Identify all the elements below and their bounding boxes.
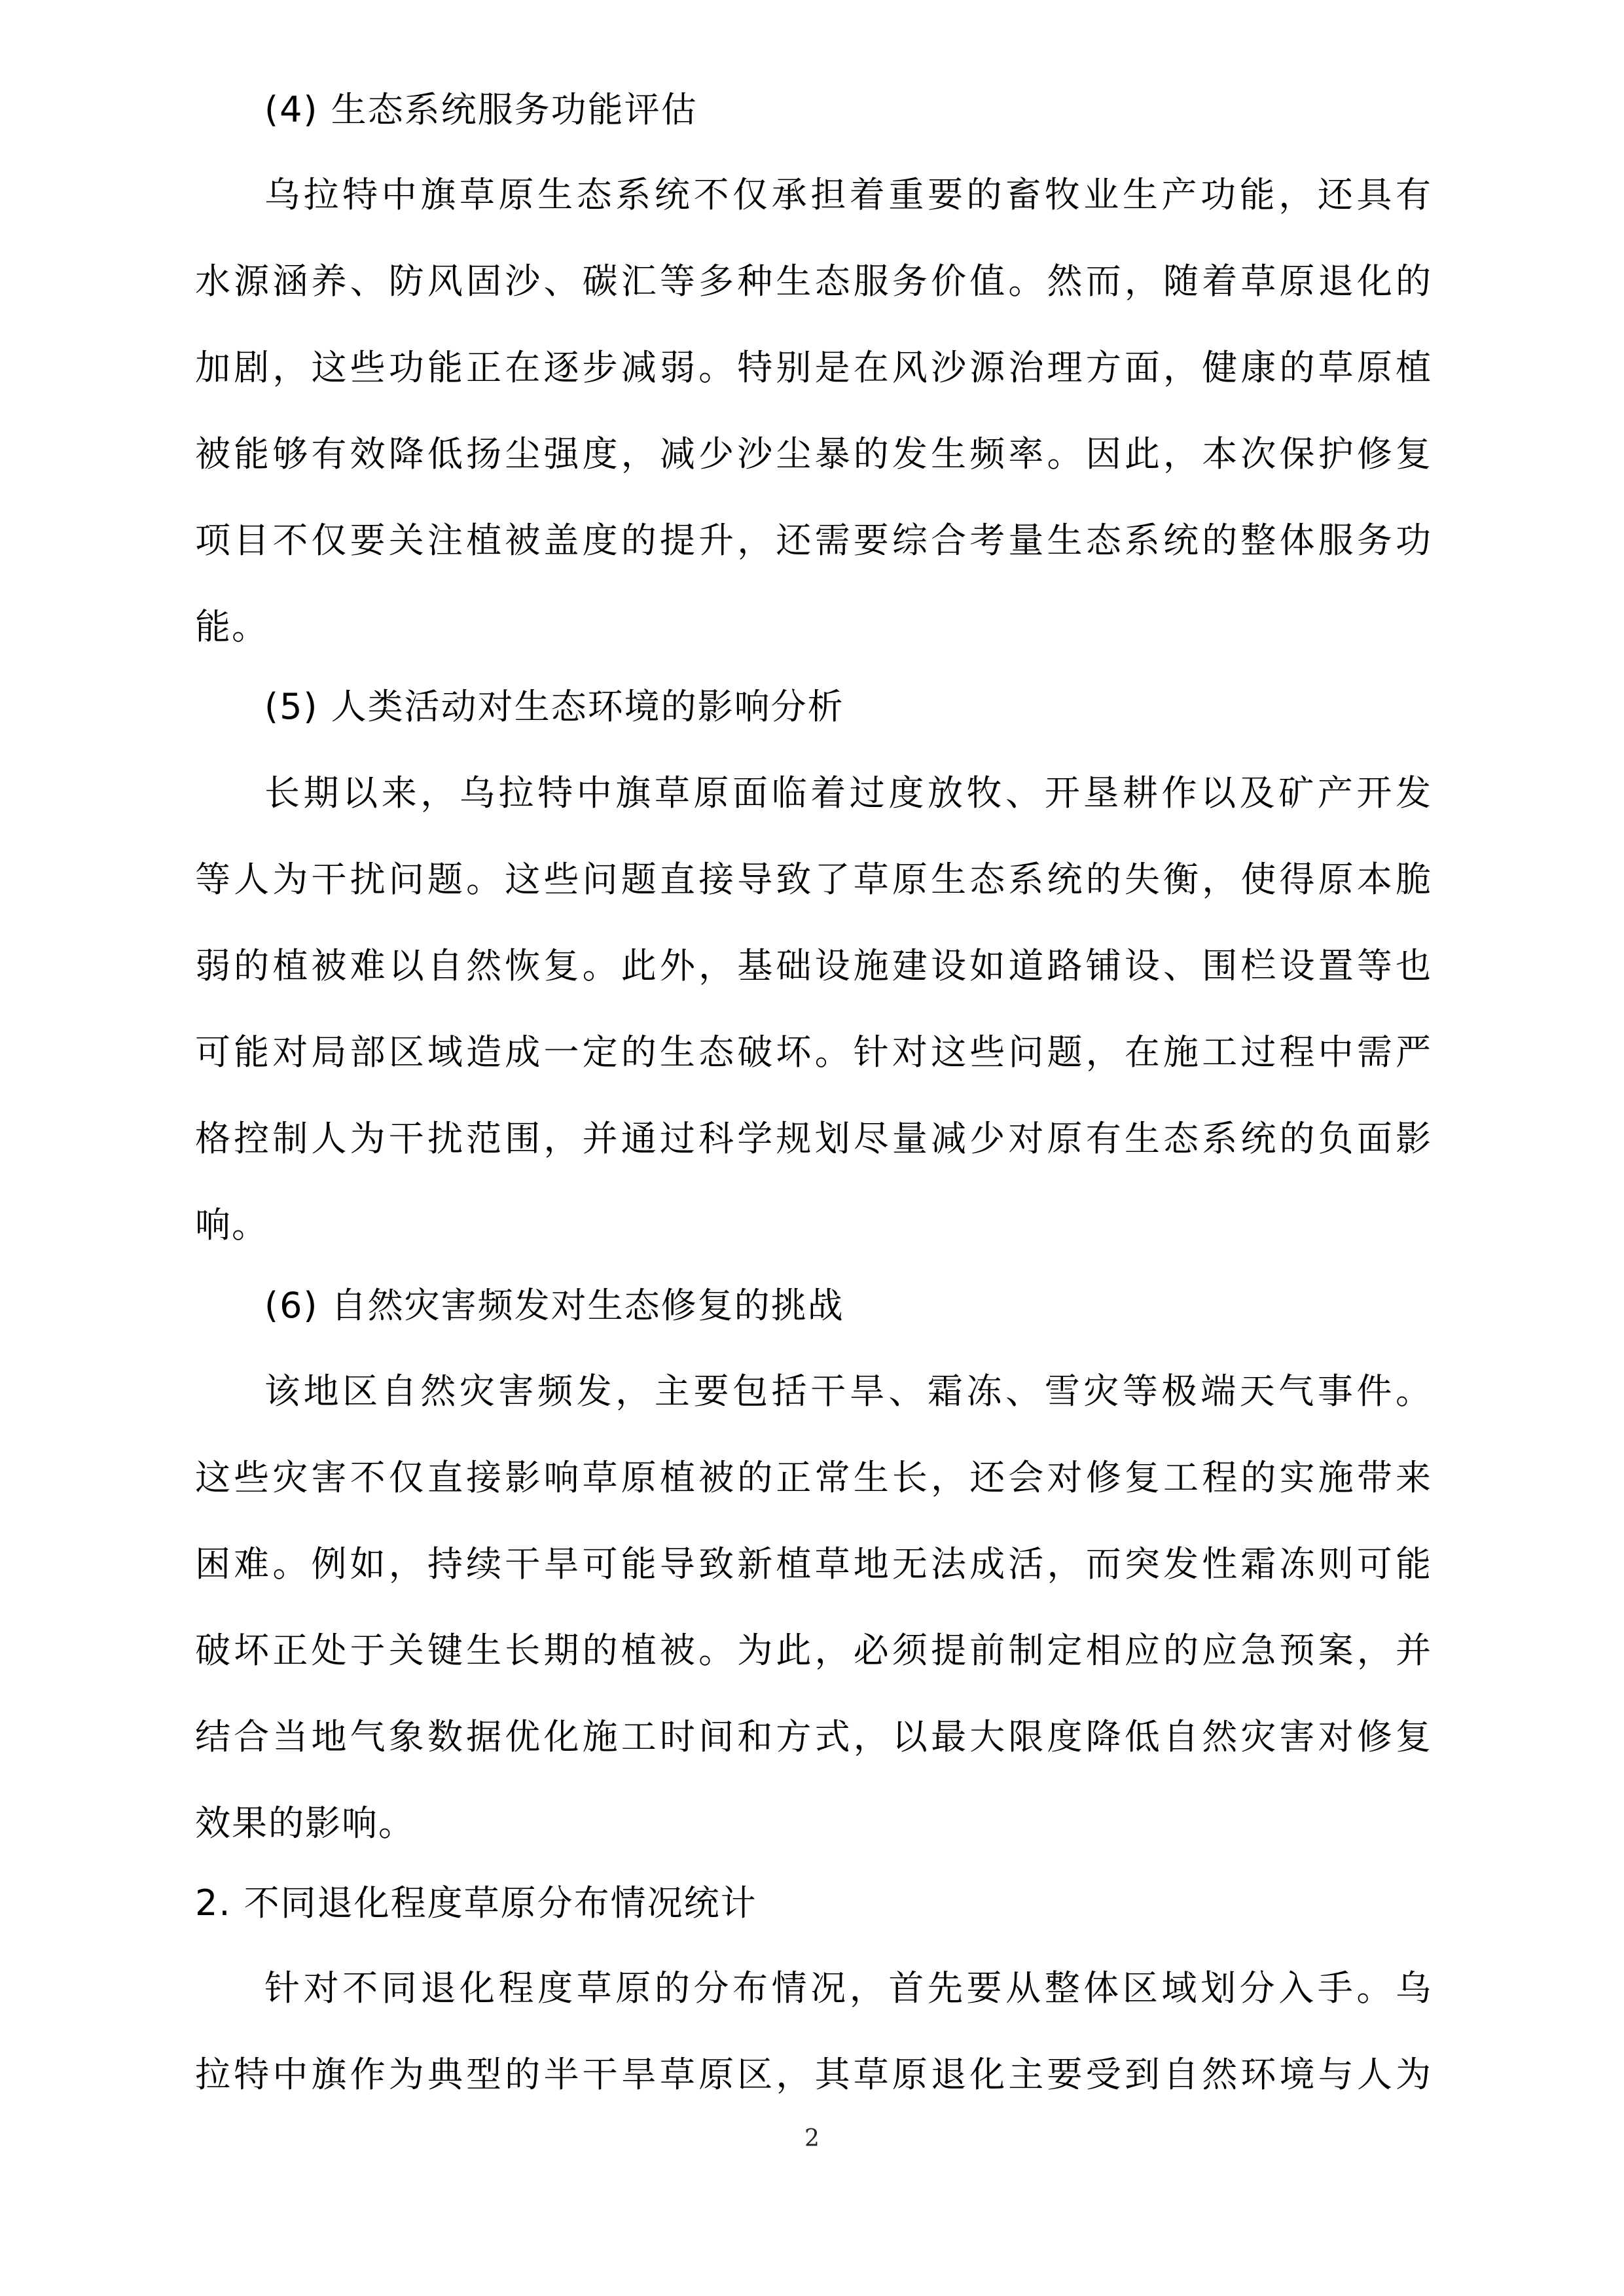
paragraph-line: 结合当地气象数据优化施工时间和方式，以最大限度降低自然灾害对修复 xyxy=(195,1716,1432,1757)
section-heading-6: (6) 自然灾害频发对生态修复的挑战 xyxy=(264,1285,844,1326)
paragraph-line: 响。 xyxy=(195,1204,268,1246)
paragraph-line: 能。 xyxy=(195,606,268,647)
paragraph-line: 该地区自然灾害频发，主要包括干旱、霜冻、雪灾等极端天气事件。 xyxy=(264,1371,1432,1412)
paragraph-line: 被能够有效降低扬尘强度，减少沙尘暴的发生频率。因此，本次保护修复 xyxy=(195,433,1432,475)
paragraph-line: 乌拉特中旗草原生态系统不仅承担着重要的畜牧业生产功能，还具有 xyxy=(264,174,1432,215)
paragraph-line: 破坏正处于关键生长期的植被。为此，必须提前制定相应的应急预案，并 xyxy=(195,1630,1432,1671)
paragraph-line: 这些灾害不仅直接影响草原植被的正常生长，还会对修复工程的实施带来 xyxy=(195,1457,1432,1498)
paragraph-line: 水源涵养、防风固沙、碳汇等多种生态服务价值。然而，随着草原退化的 xyxy=(195,260,1432,302)
paragraph-line: 拉特中旗作为典型的半干旱草原区，其草原退化主要受到自然环境与人为 xyxy=(195,2054,1432,2095)
paragraph-line: 等人为干扰问题。这些问题直接导致了草原生态系统的失衡，使得原本脆 xyxy=(195,859,1432,900)
section-heading-2: 2. 不同退化程度草原分布情况统计 xyxy=(195,1882,757,1924)
section-heading-4: (4) 生态系统服务功能评估 xyxy=(264,89,698,130)
paragraph-line: 效果的影响。 xyxy=(195,1803,415,1844)
page-number: 2 xyxy=(804,2125,820,2152)
paragraph-line: 困难。例如，持续干旱可能导致新植草地无法成活，而突发性霜冻则可能 xyxy=(195,1543,1432,1585)
paragraph-line: 弱的植被难以自然恢复。此外，基础设施建设如道路铺设、围栏设置等也 xyxy=(195,945,1432,986)
paragraph-line: 格控制人为干扰范围，并通过科学规划尽量减少对原有生态系统的负面影 xyxy=(195,1118,1432,1159)
paragraph-line: 长期以来，乌拉特中旗草原面临着过度放牧、开垦耕作以及矿产开发 xyxy=(264,772,1432,814)
paragraph-line: 可能对局部区域造成一定的生态破坏。针对这些问题，在施工过程中需严 xyxy=(195,1031,1432,1073)
paragraph-line: 加剧，这些功能正在逐步减弱。特别是在风沙源治理方面，健康的草原植 xyxy=(195,347,1432,388)
paragraph-line: 项目不仅要关注植被盖度的提升，还需要综合考量生态系统的整体服务功 xyxy=(195,520,1432,561)
section-heading-5: (5) 人类活动对生态环境的影响分析 xyxy=(264,686,844,727)
paragraph-line: 针对不同退化程度草原的分布情况，首先要从整体区域划分入手。乌 xyxy=(264,1967,1432,2009)
